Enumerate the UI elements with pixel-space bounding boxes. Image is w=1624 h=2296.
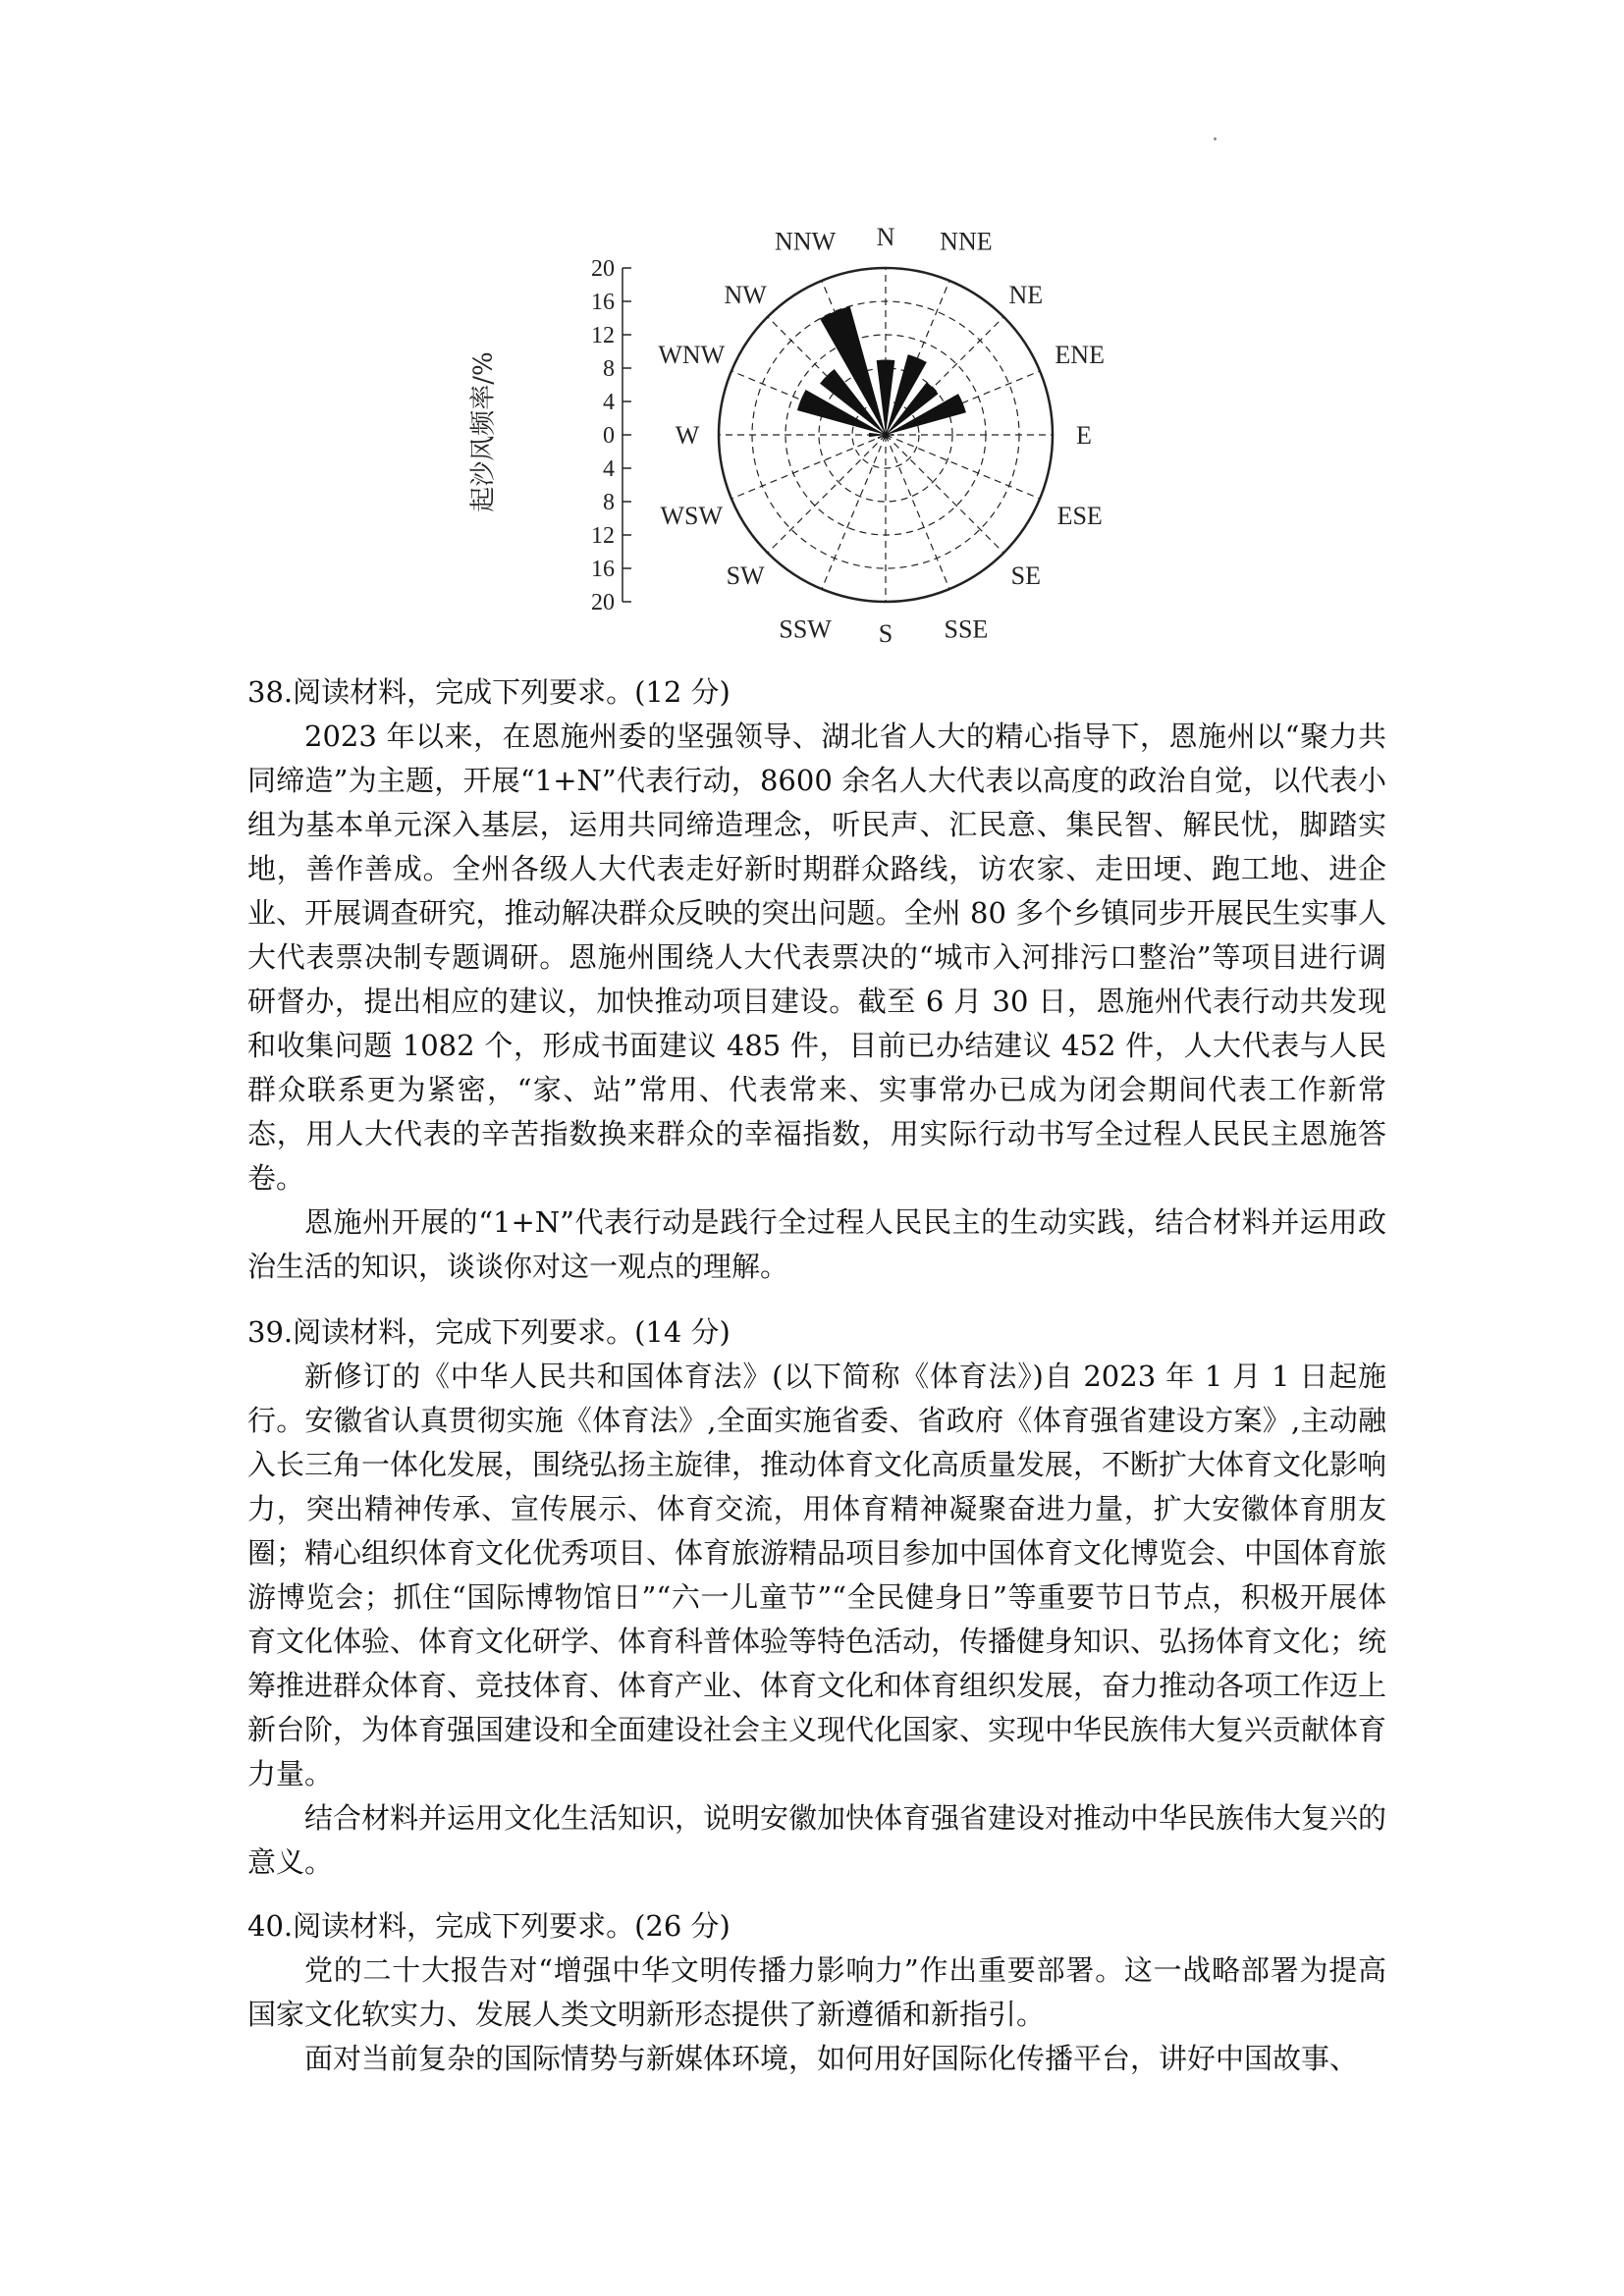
question-39	[247, 1310, 1386, 1885]
scale-tick-label: 4	[603, 390, 615, 415]
question-40	[247, 1904, 1386, 2081]
direction-label-nnw: NNW	[775, 227, 837, 256]
scale-tick-label: 16	[591, 557, 615, 582]
direction-label-wnw: WNW	[658, 341, 726, 370]
direction-label-wsw: WSW	[660, 501, 724, 530]
direction-label-ene: ENE	[1055, 341, 1105, 370]
question-40-material: 党的二十大报告对“增强中华文明传播力影响力”作出重要部署。这一战略部署为提高国家文化软实力、发展人类文明新形态提供了新遵循和新指引。	[247, 1953, 1386, 2031]
direction-label-ne: NE	[1008, 281, 1044, 310]
direction-label-ssw: SSW	[779, 614, 832, 644]
wind-rose-svg	[530, 221, 1139, 648]
direction-label-nw: NW	[724, 281, 767, 310]
spoke-sw	[768, 435, 886, 553]
scale-tick-label: 0	[603, 423, 615, 449]
spoke-ese	[886, 435, 1040, 499]
scale-tick-label: 12	[591, 323, 615, 348]
direction-label-n: N	[876, 223, 895, 251]
scale-tick-label: 8	[603, 356, 615, 382]
question-39-prompt: 结合材料并运用文化生活知识，说明安徽加快体育强省建设对推动中华民族伟大复兴的意义。	[247, 1801, 1387, 1879]
spoke-se	[886, 435, 1003, 553]
scale-tick-label: 8	[603, 490, 615, 515]
direction-label-sse: SSE	[944, 614, 989, 644]
question-38-prompt: 恩施州开展的“1+N”代表行动是践行全过程人民民主的生动实践，结合材料并运用政治生活的知识，谈谈你对这一观点的理解。	[247, 1205, 1386, 1283]
wind-rose-chart	[530, 221, 1139, 648]
direction-label-nne: NNE	[940, 227, 993, 256]
direction-label-e: E	[1076, 421, 1092, 450]
spoke-sse	[886, 435, 949, 589]
scale-tick-label: 12	[591, 523, 615, 549]
y-axis-label: 起沙风频率/%	[468, 351, 499, 512]
spoke-ssw	[822, 435, 886, 589]
question-40-title: 40.阅读材料，完成下列要求。(26 分)	[247, 1909, 731, 1943]
bar-n	[877, 360, 895, 436]
scale-tick-label: 4	[603, 456, 615, 482]
direction-label-s: S	[878, 619, 893, 648]
scale-tick-label: 16	[591, 290, 615, 315]
question-39-title: 39.阅读材料，完成下列要求。(14 分)	[247, 1315, 731, 1349]
question-38-title: 38.阅读材料，完成下列要求。(12 分)	[247, 675, 731, 709]
direction-label-sw: SW	[726, 561, 765, 590]
direction-label-se: SE	[1010, 561, 1042, 590]
question-38	[247, 670, 1386, 1289]
direction-label-ese: ESE	[1056, 501, 1103, 530]
scale-tick-label: 20	[591, 256, 615, 282]
direction-label-w: W	[675, 421, 700, 450]
spoke-wsw	[731, 435, 886, 499]
question-38-material: 2023 年以来，在恩施州委的坚强领导、湖北省人大的精心指导下，恩施州以“聚力共同缔造”为主题，开展“1+N”代表行动，8600 余名人大代表以高度的政治自觉，以代表小组为基本单元深入基层，运用共同缔造理念，听民声、汇民意、集民智、解民忧，脚踏实地，善作善成。全州各级人大代表走好新时期群众路线，访农家、走田埂、跑工地、进企业、开展调查研究，推动解决群众反映的突出问题。全州 80 多个乡镇同步开展民生实事人大代表票决制专题调研。恩施州围绕人大代表票决的“城市入河排污口整治”等项目进行调研督办，提出相应的建议，加快推动项目建设。截至 6 月 30 日，恩施州代表行动共发现和收集问题 1082 个，形成书面建议 485 件，目前已办结建议 452 件，人大代表与人民群众联系更为紧密，“家、站”常用、代表常来、实事常办已成为闭会期间代表工作新常态，用人大代表的辛苦指数换来群众的幸福指数，用实际行动书写全过程人民民主恩施答卷。	[247, 720, 1386, 1195]
scale-tick-label: 20	[591, 590, 615, 615]
question-39-material: 新修订的《中华人民共和国体育法》(以下简称《体育法》)自 2023 年 1 月 1 日起施行。安徽省认真贯彻实施《体育法》,全面实施省委、省政府《体育强省建设方案》,主动融入长三角一体化发展，围绕弘扬主旋律，推动体育文化高质量发展，不断扩大体育文化影响力，突出精神传承、宣传展示、体育交流，用体育精神凝聚奋进力量，扩大安徽体育朋友圈；精心组织体育文化优秀项目、体育旅游精品项目参加中国体育文化博览会、中国体育旅游博览会；抓住“国际博物馆日”“六一儿童节”“全民健身日”等重要节日节点，积极开展体育文化体验、体育文化研学、体育科普体验等特色活动，传播健身知识、弘扬体育文化；统筹推进群众体育、竞技体育、体育产业、体育文化和体育组织发展，奋力推动各项工作迈上新台阶，为体育强国建设和全面建设社会主义现代化国家、实现中华民族伟大复兴贡献体育力量。	[247, 1360, 1387, 1790]
scan-speck	[1214, 137, 1217, 140]
question-40-prompt: 面对当前复杂的国际情势与新媒体环境，如何用好国际化传播平台，讲好中国故事、	[304, 2042, 1359, 2075]
